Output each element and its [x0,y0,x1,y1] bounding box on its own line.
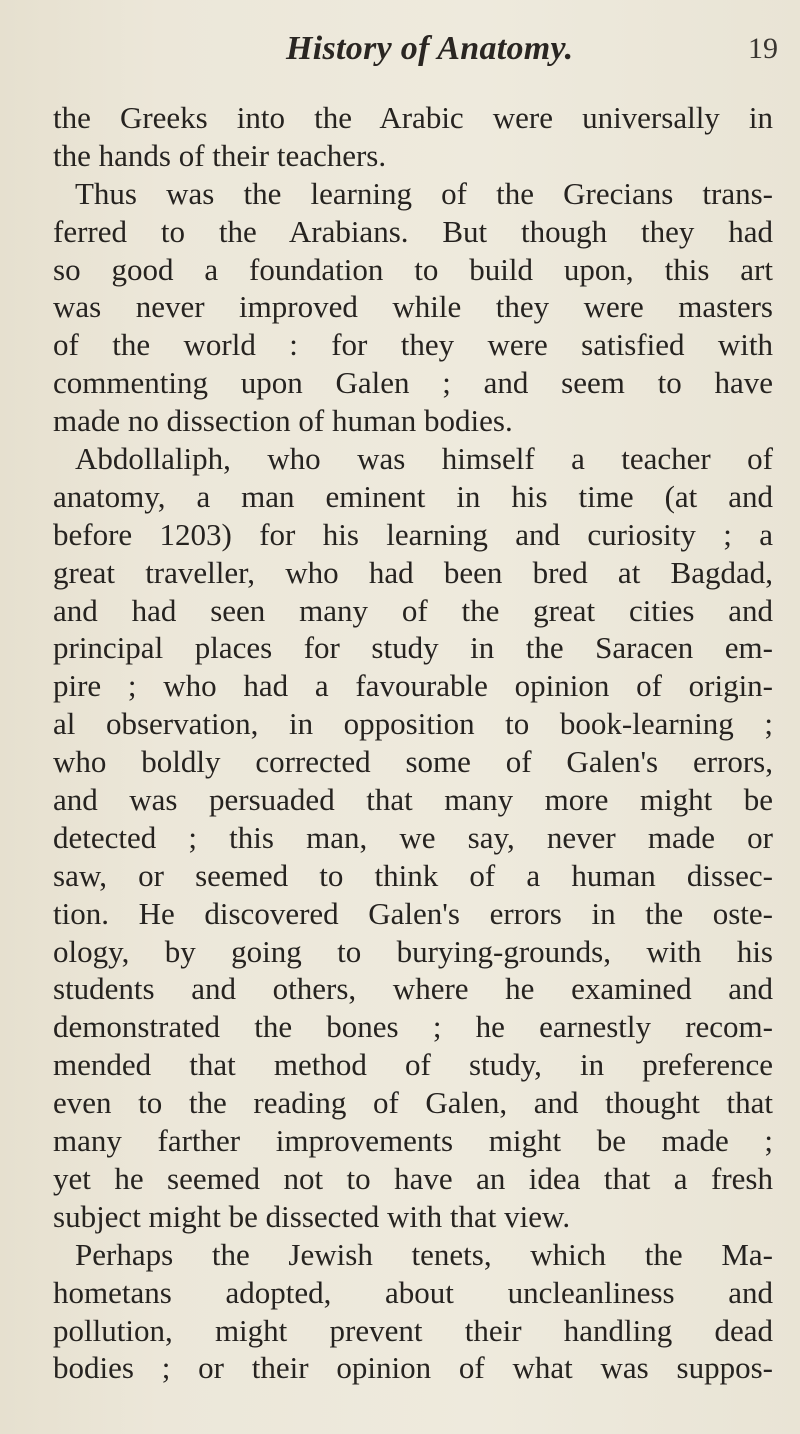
text-line: ferred to the Arabians. But though they had [53,213,773,249]
text-line: who boldly corrected some of Galen's errors, [53,744,773,780]
paragraph-start-line: Abdollaliph, who was himself a teacher of [75,441,773,477]
text-line: demonstrated the bones ; he earnestly recom- [53,1009,773,1045]
text-line: the hands of their teachers. [53,137,387,173]
text-line: hometans adopted, about uncleanliness and [53,1274,773,1310]
text-line: the Greeks into the Arabic were universally in [53,100,773,135]
text-line: before 1203) for his learning and curiosity ; a [53,516,773,552]
text-line: al observation, in opposition to book-learning ; [53,706,773,742]
text-line: pollution, might prevent their handling dead [53,1312,773,1348]
page-number: 19 [748,32,778,65]
text-line: ology, by going to burying-grounds, with his [53,933,773,969]
text-line: commenting upon Galen ; and seem to have [53,365,773,401]
text-line: and had seen many of the great cities and [53,592,773,628]
text-line: subject might be dissected with that view. [53,1198,571,1234]
body-text [53,99,773,1387]
text-line: anatomy, a man eminent in his time (at and [53,478,773,514]
text-line: great traveller, who had been bred at Bagdad, [53,554,773,590]
text-line: of the world : for they were satisfied with [53,327,773,363]
text-line: tion. He discovered Galen's errors in the oste- [53,895,773,931]
paragraph-start-line: Thus was the learning of the Grecians trans- [75,175,773,211]
text-line: many farther improvements might be made ; [53,1123,773,1159]
text-line: even to the reading of Galen, and thought that [53,1085,773,1121]
text-line: bodies ; or their opinion of what was suppos- [53,1350,773,1386]
paragraph-start-line: Perhaps the Jewish tenets, which the Ma- [75,1236,773,1272]
text-line: saw, or seemed to think of a human dissec- [53,857,773,893]
text-line: pire ; who had a favourable opinion of origin- [53,668,773,704]
text-line: students and others, where he examined and [53,971,773,1007]
text-line: mended that method of study, in preference [53,1047,773,1083]
text-line: yet he seemed not to have an idea that a fresh [53,1160,773,1196]
text-line: and was persuaded that many more might be [53,782,773,818]
text-line: was never improved while they were masters [53,289,773,325]
text-line: so good a foundation to build upon, this art [53,251,773,287]
text-line: principal places for study in the Saracen em- [53,630,773,666]
page-header [0,30,800,74]
running-title: History of Anatomy. [286,30,574,67]
text-line: made no dissection of human bodies. [53,403,513,439]
text-line: detected ; this man, we say, never made or [53,819,773,855]
